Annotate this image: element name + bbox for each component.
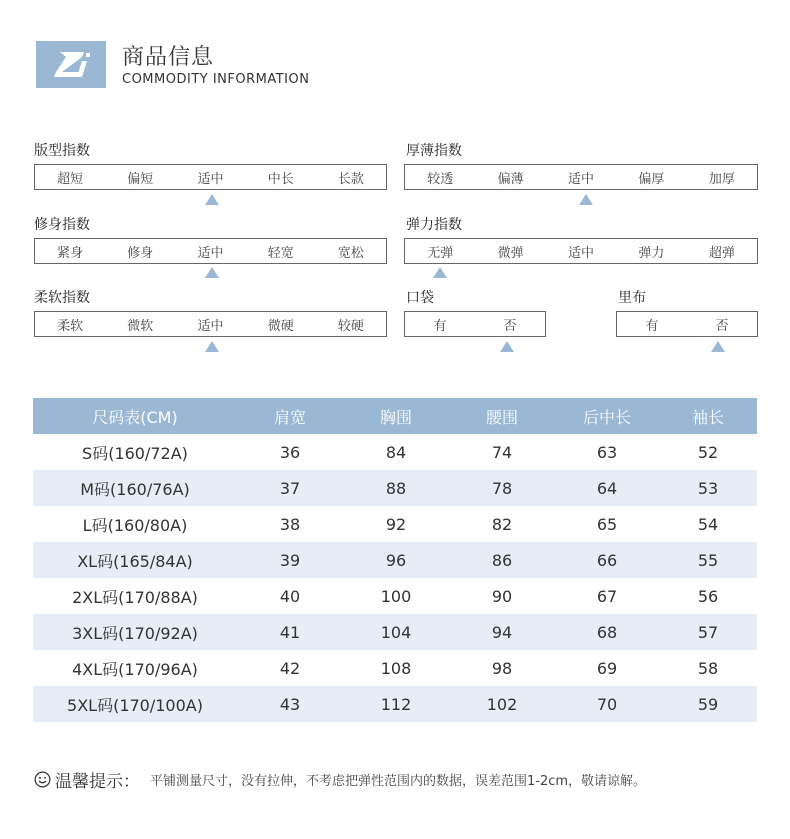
elasticity-option: 无弹 [427,245,454,261]
fit-index-scale [34,164,387,190]
chest-cell: 92 [385,514,407,534]
column-header: 尺码表(CM) [33,398,237,434]
lining-title: 里布 [618,290,646,306]
sleeve-cell: 52 [697,442,719,462]
thickness-option: 较透 [427,171,454,187]
waist-cell: 86 [449,542,555,578]
shape-option: 轻宽 [267,245,294,261]
table-row [33,578,757,614]
back-length-cell: 64 [555,470,659,506]
table-row [33,650,757,686]
shape-option: 修身 [127,245,154,261]
thickness-option: 加厚 [708,171,735,187]
back-length-cell: 66 [555,542,659,578]
lining-option: 有 [645,318,659,334]
size-cell: 3XL码(170/92A) [33,614,237,650]
elasticity-option: 超弹 [708,245,735,261]
elasticity-index-title: 弹力指数 [406,217,462,233]
chest-cell: 100 [380,586,412,606]
elasticity-selected-marker-icon [433,267,447,278]
pocket-selected-marker-icon [500,341,514,352]
sleeve-cell: 55 [659,542,757,578]
sleeve-cell: 57 [659,614,757,650]
size-cell: S码(160/72A) [82,443,188,463]
size-cell: M码(160/76A) [33,470,237,506]
table-row [33,470,757,506]
shoulder-cell: 39 [237,542,343,578]
size-table-header-row [33,398,757,434]
chest-cell: 88 [343,470,449,506]
back-length-cell: 67 [596,586,618,606]
back-length-cell: 65 [596,514,618,534]
table-row [33,686,757,722]
column-header: 肩宽 [237,398,343,434]
size-cell: L码(160/80A) [82,515,188,535]
fit-option: 中长 [267,171,294,187]
shoulder-cell: 36 [279,442,301,462]
page-subtitle: COMMODITY INFORMATION [122,72,310,87]
fit-selected-marker-icon [205,194,219,205]
pocket-title: 口袋 [406,290,434,306]
thickness-option: 偏薄 [497,171,524,187]
page-title: 商品信息 [122,45,215,70]
softness-option: 较硬 [337,318,364,334]
back-length-cell: 63 [596,442,618,462]
sleeve-cell: 53 [659,470,757,506]
back-length-cell: 69 [596,658,618,678]
softness-index-title: 柔软指数 [34,290,90,306]
thickness-option: 偏厚 [638,171,665,187]
shoulder-cell: 43 [237,686,343,722]
column-header: 腰围 [449,398,555,434]
shape-selected-marker-icon [205,267,219,278]
tip-label: 温馨提示： [55,772,140,792]
sleeve-cell: 59 [659,686,757,722]
shoulder-cell: 37 [237,470,343,506]
chest-cell: 108 [380,658,412,678]
elasticity-option: 适中 [568,245,595,261]
softness-option: 微软 [127,318,154,334]
chest-cell: 96 [343,542,449,578]
size-cell: 4XL码(170/96A) [72,659,198,679]
pocket-option: 有 [433,318,447,334]
shoulder-cell: 38 [279,514,301,534]
softness-option: 微硬 [267,318,294,334]
shape-option: 宽松 [337,245,364,261]
elasticity-option: 弹力 [638,245,665,261]
waist-cell: 78 [449,470,555,506]
shoulder-cell: 42 [279,658,301,678]
column-header: 后中长 [555,398,659,434]
size-cell: XL码(165/84A) [33,542,237,578]
waist-cell: 82 [491,514,513,534]
fit-index-title: 版型指数 [34,143,90,159]
sleeve-cell: 58 [697,658,719,678]
elasticity-option: 微弹 [497,245,524,261]
thickness-index-scale [404,164,758,190]
table-row [33,614,757,650]
lining-option: 否 [715,318,729,334]
smile-icon [34,771,51,788]
brand-logo [36,41,106,88]
waist-cell: 102 [449,686,555,722]
fit-option: 偏短 [127,171,154,187]
waist-cell: 94 [449,614,555,650]
fit-option: 长款 [337,171,364,187]
fit-option: 超短 [57,171,84,187]
size-cell: 5XL码(170/100A) [33,686,237,722]
column-header: 胸围 [343,398,449,434]
shoulder-cell: 40 [279,586,301,606]
waist-cell: 98 [491,658,513,678]
back-length-cell: 70 [555,686,659,722]
shape-option: 适中 [197,245,224,261]
waist-cell: 90 [491,586,513,606]
chest-cell: 112 [343,686,449,722]
softness-index-scale [34,311,387,337]
chest-cell: 84 [385,442,407,462]
size-table [33,398,757,722]
measurement-tip [34,767,646,792]
column-header: 袖长 [659,398,757,434]
table-row [33,434,757,470]
waist-cell: 74 [491,442,513,462]
chest-cell: 104 [343,614,449,650]
softness-option: 适中 [197,318,224,334]
sleeve-cell: 54 [697,514,719,534]
softness-option: 柔软 [57,318,84,334]
pocket-option: 否 [503,318,517,334]
thickness-option: 适中 [568,171,595,187]
shape-index-title: 修身指数 [34,217,90,233]
sleeve-cell: 56 [697,586,719,606]
back-length-cell: 68 [555,614,659,650]
table-row [33,542,757,578]
thickness-selected-marker-icon [579,194,593,205]
brand-logo-icon [36,41,106,88]
softness-selected-marker-icon [205,341,219,352]
table-row [33,506,757,542]
size-cell: 2XL码(170/88A) [72,587,198,607]
thickness-index-title: 厚薄指数 [406,143,462,159]
pocket-scale [404,311,546,337]
shape-index-scale [34,238,387,264]
lining-selected-marker-icon [711,341,725,352]
elasticity-index-scale [404,238,758,264]
tip-text: 平铺测量尺寸，没有拉伸，不考虑把弹性范围内的数据，误差范围1-2cm，敬请谅解。 [150,774,647,789]
shape-option: 紧身 [57,245,84,261]
fit-option: 适中 [197,171,224,187]
shoulder-cell: 41 [237,614,343,650]
lining-scale [616,311,758,337]
